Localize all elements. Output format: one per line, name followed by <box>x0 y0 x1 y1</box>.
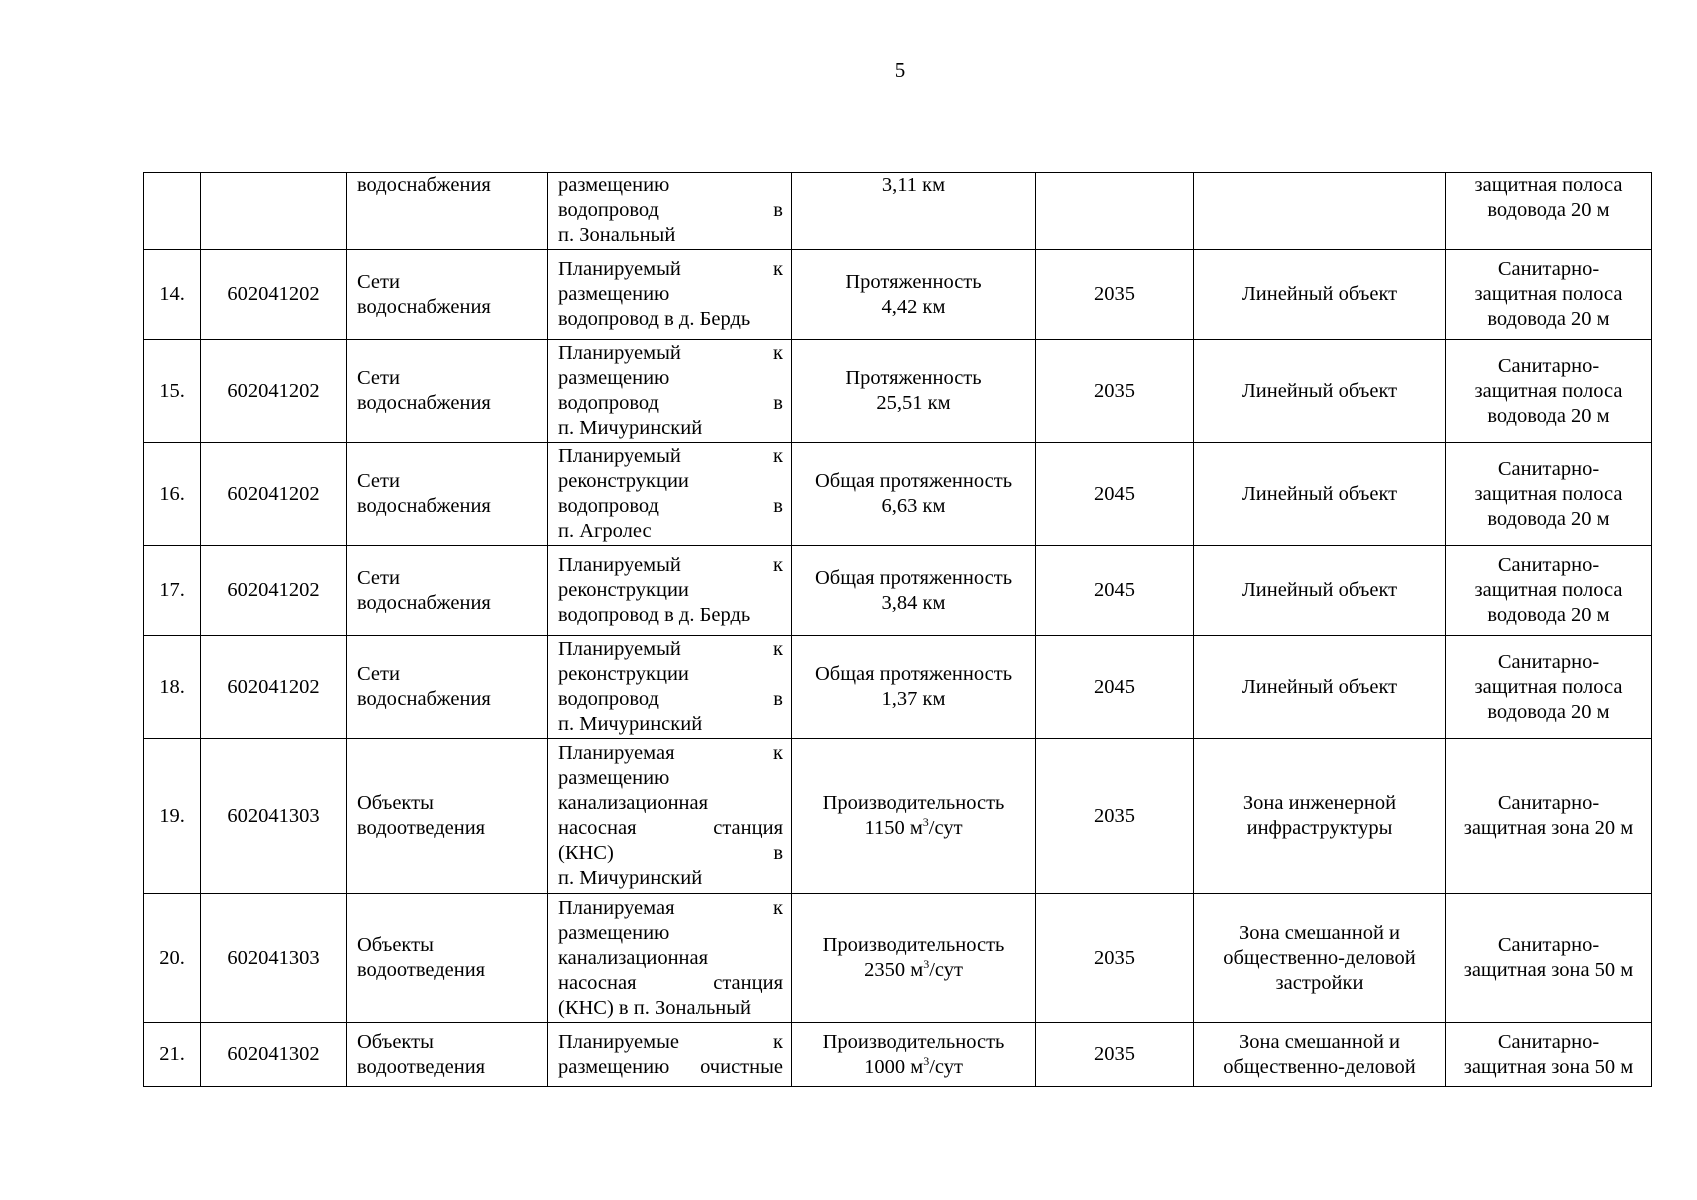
cell-object-type <box>347 443 548 546</box>
cell-year: 2045 <box>1036 636 1194 739</box>
cell-number: 15. <box>144 340 201 443</box>
object-name-line: Планируемый к <box>558 638 783 660</box>
cell-year: 2045 <box>1036 443 1194 546</box>
protection-zone-line: Санитарно- <box>1497 792 1600 814</box>
cell-code: 602041303 <box>201 739 347 894</box>
table-row <box>144 894 1652 1023</box>
parameter-line: 2350 $м^3$/сут <box>864 957 963 981</box>
object-name-line: канализационная <box>558 946 709 969</box>
cell-protection-zone <box>1446 340 1652 443</box>
protection-zone-line: защитная полоса <box>1474 379 1623 402</box>
object-name-line: п. Зональный <box>558 224 676 246</box>
cell-object-name <box>548 250 792 340</box>
cell-year: 2035 <box>1036 250 1194 340</box>
cell-object-type <box>347 340 548 443</box>
zone-line: Зона смешанной и <box>1238 921 1401 944</box>
protection-zone-line: Санитарно- <box>1497 554 1600 576</box>
object-type-line: водоснабжения <box>357 495 491 517</box>
parameter-line: Производительность <box>822 792 1005 814</box>
protection-zone-line: защитная зона 50 м <box>1463 1055 1634 1078</box>
cell-number <box>144 173 201 250</box>
parameter-line: Протяженность <box>845 367 982 389</box>
cell-protection-zone <box>1446 1023 1652 1087</box>
parameter-line: 3,11 км <box>881 174 946 196</box>
cell-protection-zone <box>1446 636 1652 739</box>
protection-zone-line: защитная полоса <box>1474 675 1623 698</box>
object-type-line: водоотведения <box>357 959 486 981</box>
protection-zone-line: Санитарно- <box>1497 650 1600 673</box>
object-type-line: Объекты <box>357 934 434 956</box>
object-type-line: Сети <box>357 270 400 293</box>
cell-protection-zone <box>1446 173 1652 250</box>
cell-object-type <box>347 894 548 1023</box>
zone-line: Линейный объект <box>1241 579 1398 601</box>
cell-object-type <box>347 636 548 739</box>
object-type-line: Сети <box>357 367 400 389</box>
cell-parameter <box>792 250 1036 340</box>
protection-zone-line: защитная зона 20 м <box>1463 817 1634 839</box>
parameter-line: 3,84 км <box>881 591 946 614</box>
protection-zone-line: водовода 20 м <box>1487 700 1610 723</box>
object-name-line: канализационная <box>558 792 709 814</box>
parameter-line: 25,51 км <box>876 392 951 414</box>
cell-protection-zone <box>1446 894 1652 1023</box>
protection-zone-line: защитная полоса <box>1474 579 1623 601</box>
object-name-line: насосная станция <box>558 817 783 839</box>
table-row <box>144 636 1652 739</box>
table-body <box>144 173 1652 1087</box>
protection-zone-line: Санитарно- <box>1497 457 1600 480</box>
cell-zone <box>1194 340 1446 443</box>
cell-number: 20. <box>144 894 201 1023</box>
parameter-line: Общая протяженность <box>814 663 1013 685</box>
cell-object-name <box>548 1023 792 1087</box>
object-name-line: водопровод в <box>558 392 783 414</box>
cell-number: 16. <box>144 443 201 546</box>
protection-zone-line: защитная полоса <box>1474 174 1623 196</box>
object-name-line: п. Мичуринский <box>558 417 703 439</box>
cell-parameter <box>792 894 1036 1023</box>
parameter-line: 1,37 км <box>881 688 946 710</box>
cell-object-type <box>347 1023 548 1087</box>
object-name-line: Планируемая к <box>558 896 783 919</box>
cell-object-type <box>347 546 548 636</box>
protection-zone-line: Санитарно- <box>1497 1030 1600 1053</box>
cell-code: 602041303 <box>201 894 347 1023</box>
object-name-line: водопровод в д. Бердь <box>558 308 751 330</box>
cell-protection-zone <box>1446 250 1652 340</box>
page-number: 5 <box>894 58 906 82</box>
cell-year: 2035 <box>1036 894 1194 1023</box>
parameter-line: 4,42 км <box>881 295 946 318</box>
object-type-line: водоснабжения <box>357 174 491 196</box>
protection-zone-line: водовода 20 м <box>1487 199 1610 221</box>
cell-object-name <box>548 340 792 443</box>
cell-year: 2035 <box>1036 739 1194 894</box>
table-row <box>144 173 1652 250</box>
cell-number: 18. <box>144 636 201 739</box>
cell-zone <box>1194 894 1446 1023</box>
object-type-line: Сети <box>357 663 400 685</box>
objects-table <box>143 172 1652 1087</box>
parameter-line: Производительность <box>822 934 1005 956</box>
zone-line: инфраструктуры <box>1246 817 1393 839</box>
object-name-line: реконструкции <box>558 470 689 492</box>
table-row <box>144 443 1652 546</box>
zone-line: общественно-деловой <box>1223 946 1416 969</box>
cell-parameter <box>792 739 1036 894</box>
zone-line: Линейный объект <box>1241 283 1398 305</box>
protection-zone-line: Санитарно- <box>1497 934 1600 956</box>
object-name-line: водопровод в <box>558 688 783 710</box>
zone-line: застройки <box>1275 971 1364 994</box>
parameter-line: 6,63 км <box>881 495 946 517</box>
parameter-line: 1150 $м^3$/сут <box>864 815 963 839</box>
parameter-line: Общая протяженность <box>814 566 1013 589</box>
cell-code: 602041202 <box>201 340 347 443</box>
protection-zone-line: защитная полоса <box>1474 482 1623 505</box>
zone-line: общественно-деловой <box>1223 1055 1416 1078</box>
protection-zone-line: водовода 20 м <box>1487 308 1610 330</box>
zone-line: Зона смешанной и <box>1238 1030 1401 1053</box>
protection-zone-line: водовода 20 м <box>1487 507 1610 530</box>
cell-number: 19. <box>144 739 201 894</box>
table-row <box>144 340 1652 443</box>
cell-parameter <box>792 340 1036 443</box>
cell-parameter <box>792 1023 1036 1087</box>
object-name-line: размещению очистные <box>558 1055 783 1078</box>
cell-parameter <box>792 546 1036 636</box>
object-name-line: реконструкции <box>558 663 689 685</box>
object-name-line: п. Мичуринский <box>558 867 703 889</box>
cell-zone <box>1194 173 1446 250</box>
protection-zone-line: защитная полоса <box>1474 283 1623 305</box>
protection-zone-line: водовода 20 м <box>1487 604 1610 626</box>
cell-object-name <box>548 636 792 739</box>
object-name-line: водопровод в д. Бердь <box>558 604 751 626</box>
protection-zone-line: водовода 20 м <box>1487 404 1610 427</box>
object-name-line: размещению <box>558 767 670 789</box>
object-name-line: (КНС) в <box>558 842 783 864</box>
protection-zone-line: Санитарно- <box>1497 258 1600 280</box>
object-name-line: реконструкции <box>558 579 689 601</box>
object-name-line: размещению <box>558 367 670 389</box>
object-name-line: (КНС) в п. Зональный <box>558 996 752 1019</box>
cell-object-name <box>548 894 792 1023</box>
cell-zone <box>1194 546 1446 636</box>
object-type-line: водоснабжения <box>357 295 491 318</box>
cell-number: 17. <box>144 546 201 636</box>
object-name-line: п. Мичуринский <box>558 713 703 735</box>
cell-code: 602041202 <box>201 443 347 546</box>
cell-year: 2035 <box>1036 340 1194 443</box>
object-name-line: Планируемая к <box>558 742 783 764</box>
cell-number: 14. <box>144 250 201 340</box>
cell-parameter <box>792 173 1036 250</box>
table-row <box>144 739 1652 894</box>
object-type-line: Сети <box>357 566 400 589</box>
object-type-line: Объекты <box>357 792 434 814</box>
cell-protection-zone <box>1446 546 1652 636</box>
object-name-line: водопровод в <box>558 495 783 517</box>
object-type-line: водоотведения <box>357 817 486 839</box>
protection-zone-line: Санитарно- <box>1497 354 1600 377</box>
object-type-line: водоснабжения <box>357 591 491 614</box>
object-name-line: Планируемый к <box>558 342 783 364</box>
cell-zone <box>1194 636 1446 739</box>
parameter-line: 1000 $м^3$/сут <box>864 1053 963 1078</box>
cell-year <box>1036 173 1194 250</box>
object-type-line: водоснабжения <box>357 688 491 710</box>
table-row <box>144 250 1652 340</box>
cell-object-name <box>548 739 792 894</box>
cell-protection-zone <box>1446 739 1652 894</box>
parameter-line: Общая протяженность <box>814 470 1013 492</box>
object-type-line: водоотведения <box>357 1055 486 1078</box>
cell-object-type <box>347 250 548 340</box>
parameter-line: Производительность <box>822 1030 1005 1053</box>
cell-zone <box>1194 1023 1446 1087</box>
cell-number: 21. <box>144 1023 201 1087</box>
object-name-line: Планируемые к <box>558 1030 783 1053</box>
cell-zone <box>1194 739 1446 894</box>
object-name-line: насосная станция <box>558 971 783 994</box>
cell-parameter <box>792 443 1036 546</box>
zone-line: Линейный объект <box>1241 482 1398 505</box>
cell-code: 602041202 <box>201 636 347 739</box>
object-name-line: водопровод в <box>558 199 783 221</box>
cell-object-name <box>548 443 792 546</box>
cell-year: 2035 <box>1036 1023 1194 1087</box>
zone-line: Зона инженерной <box>1242 792 1397 814</box>
object-name-line: Планируемый к <box>558 554 783 576</box>
object-type-line: водоснабжения <box>357 392 491 414</box>
cell-object-type <box>347 173 548 250</box>
cell-year: 2045 <box>1036 546 1194 636</box>
cell-object-name <box>548 546 792 636</box>
table-row <box>144 546 1652 636</box>
protection-zone-line: защитная зона 50 м <box>1463 959 1634 981</box>
object-type-line: Сети <box>357 470 400 492</box>
zone-line: Линейный объект <box>1241 675 1398 698</box>
object-name-line: размещению <box>558 921 670 944</box>
superscript: 3 <box>923 957 930 972</box>
cell-code: 602041202 <box>201 546 347 636</box>
zone-line: Линейный объект <box>1241 379 1398 402</box>
object-name-line: Планируемый к <box>558 258 783 280</box>
cell-code: 602041202 <box>201 250 347 340</box>
table-row <box>144 1023 1652 1087</box>
object-name-line: Планируемый к <box>558 445 783 467</box>
cell-object-name <box>548 173 792 250</box>
cell-zone <box>1194 443 1446 546</box>
cell-object-type <box>347 739 548 894</box>
cell-parameter <box>792 636 1036 739</box>
object-name-line: размещению <box>558 283 670 305</box>
cell-code <box>201 173 347 250</box>
cell-code: 602041302 <box>201 1023 347 1087</box>
cell-zone <box>1194 250 1446 340</box>
object-name-line: размещению <box>558 174 670 196</box>
superscript: 3 <box>923 1053 930 1068</box>
object-name-line: п. Агролес <box>558 520 652 542</box>
superscript: 3 <box>922 815 929 830</box>
cell-protection-zone <box>1446 443 1652 546</box>
parameter-line: Протяженность <box>845 270 982 293</box>
object-type-line: Объекты <box>357 1030 434 1053</box>
